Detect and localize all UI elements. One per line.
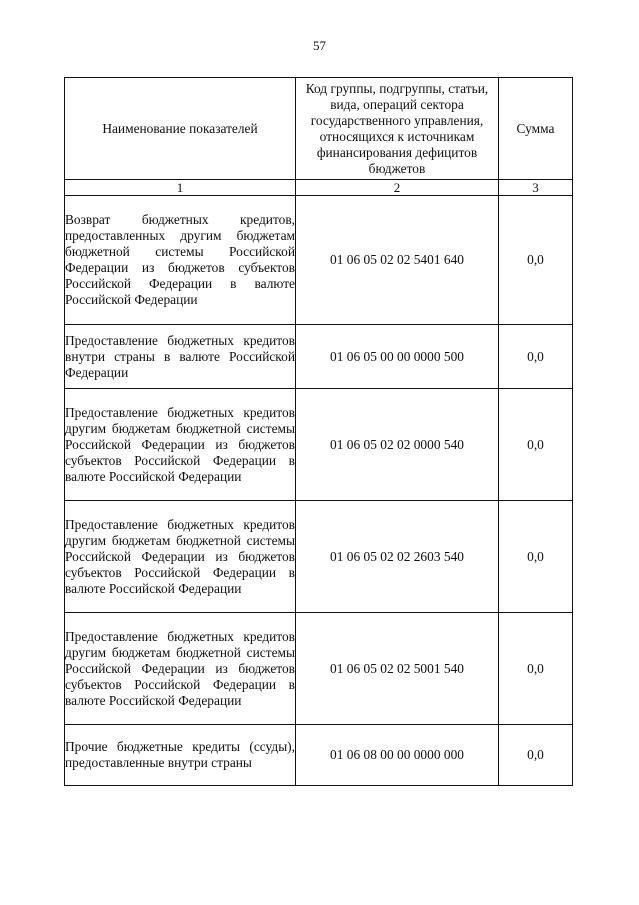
financing-sources-table	[64, 77, 573, 786]
row-name-cell: Предоставление бюджетных кредитов другим бюджетам бюджетной системы Российской Федерации из бюджетов субъектов Российской Федерации в валюте Российской Федерации	[65, 501, 296, 613]
row-sum-cell: 0,0	[499, 725, 573, 786]
row-code-cell: 01 06 05 02 02 0000 540	[296, 389, 499, 501]
table-row	[65, 501, 573, 613]
table-row	[65, 196, 573, 325]
row-name-cell: Предоставление бюджетных кредитов внутри страны в валюте Российской Федерации	[65, 325, 296, 389]
column-number-row	[65, 180, 573, 196]
table-row	[65, 613, 573, 725]
table-row	[65, 389, 573, 501]
table-header-row	[65, 78, 573, 180]
row-sum-cell: 0,0	[499, 389, 573, 501]
row-code-cell: 01 06 05 02 02 2603 540	[296, 501, 499, 613]
header-sum-cell: Сумма	[499, 78, 573, 180]
row-code-cell: 01 06 05 02 02 5401 640	[296, 196, 499, 325]
row-sum-cell: 0,0	[499, 325, 573, 389]
column-number: 2	[296, 180, 499, 196]
header-code-cell: Код группы, подгруппы, статьи, вида, операций сектора государственного управления, относящихся к источникам финансирования дефицитов бюджетов	[296, 78, 499, 180]
row-name-cell: Предоставление бюджетных кредитов другим бюджетам бюджетной системы Российской Федерации из бюджетов субъектов Российской Федерации в валюте Российской Федерации	[65, 613, 296, 725]
table-row	[65, 725, 573, 786]
page-number: 57	[313, 38, 326, 53]
row-name-cell: Возврат бюджетных кредитов, предоставленных другим бюджетам бюджетной системы Российской Федерации из бюджетов субъектов Российской Федерации в валюте Российской Федерации	[65, 196, 296, 325]
row-sum-cell: 0,0	[499, 501, 573, 613]
row-sum-cell: 0,0	[499, 613, 573, 725]
column-number: 3	[499, 180, 573, 196]
row-code-cell: 01 06 05 02 02 5001 540	[296, 613, 499, 725]
row-code-cell: 01 06 08 00 00 0000 000	[296, 725, 499, 786]
row-name-cell: Предоставление бюджетных кредитов другим бюджетам бюджетной системы Российской Федерации из бюджетов субъектов Российской Федерации в валюте Российской Федерации	[65, 389, 296, 501]
row-sum-cell: 0,0	[499, 196, 573, 325]
row-name-cell: Прочие бюджетные кредиты (ссуды), предоставленные внутри страны	[65, 725, 296, 786]
column-number: 1	[65, 180, 296, 196]
header-name-cell: Наименование показателей	[65, 78, 296, 180]
table-row	[65, 325, 573, 389]
row-code-cell: 01 06 05 00 00 0000 500	[296, 325, 499, 389]
